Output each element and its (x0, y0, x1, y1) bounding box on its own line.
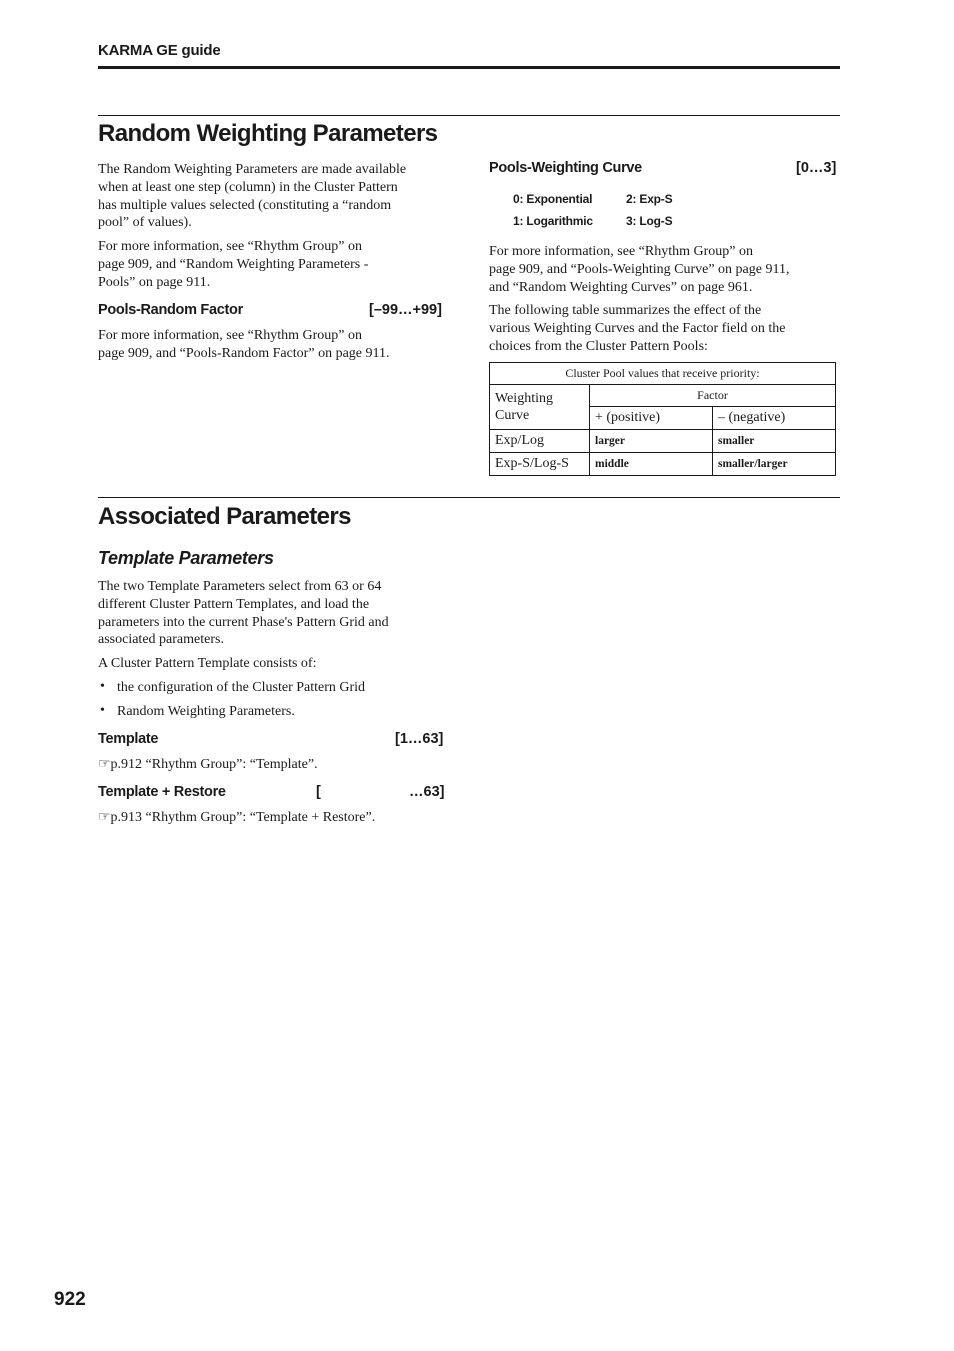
param-name-template: Template (98, 731, 159, 747)
param-range-template: [1…63] (395, 731, 444, 747)
text-line: different Cluster Pattern Templates, and load the (98, 596, 370, 612)
factor-header: Factor (590, 385, 836, 407)
template-restore-ref: ☞p.913 “Rhythm Group”: “Template + Restore”. (98, 810, 376, 825)
text-line: page 909, and “Pools-Weighting Curve” on page 911, (489, 261, 790, 277)
section-rule (98, 497, 840, 498)
bullet-item: Random Weighting Parameters. (117, 704, 295, 719)
section-rule (98, 115, 840, 116)
negative-header: – (negative) (713, 407, 836, 430)
text-line: page 909, and “Random Weighting Parameters - (98, 256, 369, 272)
text-line: various Weighting Curves and the Factor field on the (489, 320, 786, 336)
section-title-random-weighting: Random Weighting Parameters (98, 120, 438, 147)
header-rule (98, 66, 840, 69)
param-name-template-restore: Template + Restore (98, 784, 226, 800)
text-line: For more information, see “Rhythm Group” on (489, 244, 754, 259)
table-cell-curve: Exp/Log (490, 430, 590, 453)
option-log-s: 3: Log-S (626, 214, 673, 228)
consists-of-text: A Cluster Pattern Template consists of: (98, 656, 317, 671)
text-line: page 909, and “Pools-Random Factor” on page 911. (98, 345, 390, 361)
text-line: The following table summarizes the effect of the (489, 303, 762, 318)
section-title-associated: Associated Parameters (98, 503, 351, 530)
pools-random-factor-desc (98, 327, 458, 363)
table-header-row (490, 385, 836, 407)
text-line: parameters into the current Phase's Pattern Grid and (98, 614, 389, 630)
weighting-curve-header: Weighting Curve (490, 385, 590, 430)
subsection-title-template: Template Parameters (98, 548, 274, 568)
running-header: KARMA GE guide (98, 42, 221, 59)
table-cell-negative: smaller/larger (713, 453, 836, 476)
text-line: For more information, see “Rhythm Group” on (98, 239, 363, 254)
text-line: The Random Weighting Parameters are made available (98, 162, 407, 177)
text-line: Pools” on page 911. (98, 274, 211, 290)
option-exponential: 0: Exponential (513, 192, 593, 206)
random-weighting-more-info (98, 238, 458, 291)
text-line: and “Random Weighting Curves” on page 961. (489, 279, 753, 295)
table-caption-row (490, 363, 836, 385)
table-cell-positive: larger (590, 430, 713, 453)
template-intro (98, 578, 458, 649)
option-logarithmic: 1: Logarithmic (513, 214, 593, 228)
param-range-pools-weighting-curve: [0…3] (796, 160, 837, 176)
text-line: For more information, see “Rhythm Group” on (98, 328, 363, 343)
table-cell-positive: middle (590, 453, 713, 476)
table-cell-curve: Exp-S/Log-S (490, 453, 590, 476)
table-row (490, 430, 836, 453)
positive-header: + (positive) (590, 407, 713, 430)
weighting-curve-table (489, 362, 836, 476)
pools-weighting-curve-desc (489, 243, 839, 296)
random-weighting-intro (98, 161, 458, 232)
param-range-open-template-restore: [ (316, 784, 321, 800)
text-line: choices from the Cluster Pattern Pools: (489, 338, 708, 354)
table-cell-negative: smaller (713, 430, 836, 453)
text-line: The two Template Parameters select from 63 or 64 (98, 579, 382, 594)
bullet-item: the configuration of the Cluster Pattern Grid (117, 680, 366, 695)
table-intro (489, 302, 839, 355)
page-number: 922 (54, 1289, 86, 1310)
text-line: associated parameters. (98, 632, 224, 648)
param-range-pools-random-factor: [–99…+99] (369, 302, 442, 318)
param-name-pools-random-factor: Pools-Random Factor (98, 302, 243, 318)
text-line: when at least one step (column) in the Cluster Pattern (98, 179, 398, 195)
option-exp-s: 2: Exp-S (626, 192, 673, 206)
param-name-pools-weighting-curve: Pools-Weighting Curve (489, 160, 642, 176)
table-caption: Cluster Pool values that receive priority: (490, 363, 836, 385)
bullet-dot: • (100, 703, 105, 718)
bullet-dot: • (100, 679, 105, 694)
template-ref: ☞p.912 “Rhythm Group”: “Template”. (98, 757, 318, 772)
text-line: pool” of values). (98, 215, 192, 231)
param-range-close-template-restore: …63] (409, 784, 445, 800)
table-row (490, 453, 836, 476)
text-line: has multiple values selected (constituting a “random (98, 197, 392, 213)
